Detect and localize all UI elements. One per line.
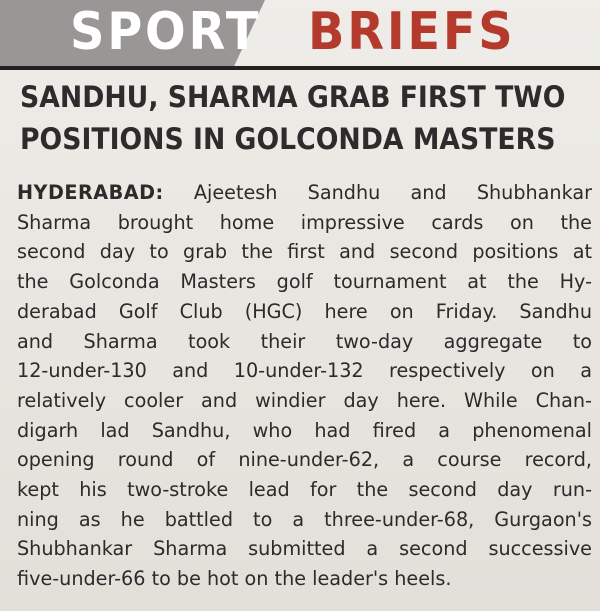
article-dateline: HYDERABAD: xyxy=(17,181,164,204)
body-line: kept his two-stroke lead for the second day run- xyxy=(17,478,592,502)
body-line: opening round of nine-under-62, a course record, xyxy=(17,448,592,472)
body-line: the Golconda Masters golf tournament at the Hy- xyxy=(17,270,592,294)
headline-line-2: POSITIONS IN GOLCONDA MASTERS xyxy=(20,122,556,156)
header-rule xyxy=(0,66,600,70)
article-body xyxy=(17,178,592,594)
body-line xyxy=(17,178,592,208)
headline-line-1: SANDHU, SHARMA GRAB FIRST TWO xyxy=(20,80,566,114)
body-line: Shubhankar Sharma submitted a second successive xyxy=(17,537,592,561)
body-line: 12-under-130 and 10-under-132 respectively on a xyxy=(17,359,592,383)
banner-word-sport: SPORT xyxy=(70,2,262,62)
body-line-last: five-under-66 to be hot on the leader's heels. xyxy=(17,567,452,591)
body-line: and Sharma took their two-day aggregate to xyxy=(17,329,592,353)
section-banner xyxy=(0,0,600,68)
body-line: relatively cooler and windier day here. While Chan- xyxy=(17,388,592,412)
body-line-text: Ajeetesh Sandhu and Shubhankar xyxy=(163,181,592,204)
body-line: derabad Golf Club (HGC) here on Friday. Sandhu xyxy=(17,299,592,323)
body-line: digarh lad Sandhu, who had fired a phenomenal xyxy=(17,418,592,442)
body-line: Sharma brought home impressive cards on the xyxy=(17,210,592,234)
body-line: ning as he battled to a three-under-68, Gurgaon's xyxy=(17,507,592,531)
article-headline xyxy=(20,76,566,160)
banner-word-briefs: BRIEFS xyxy=(308,2,516,62)
body-line: second day to grab the first and second positions at xyxy=(17,240,592,264)
